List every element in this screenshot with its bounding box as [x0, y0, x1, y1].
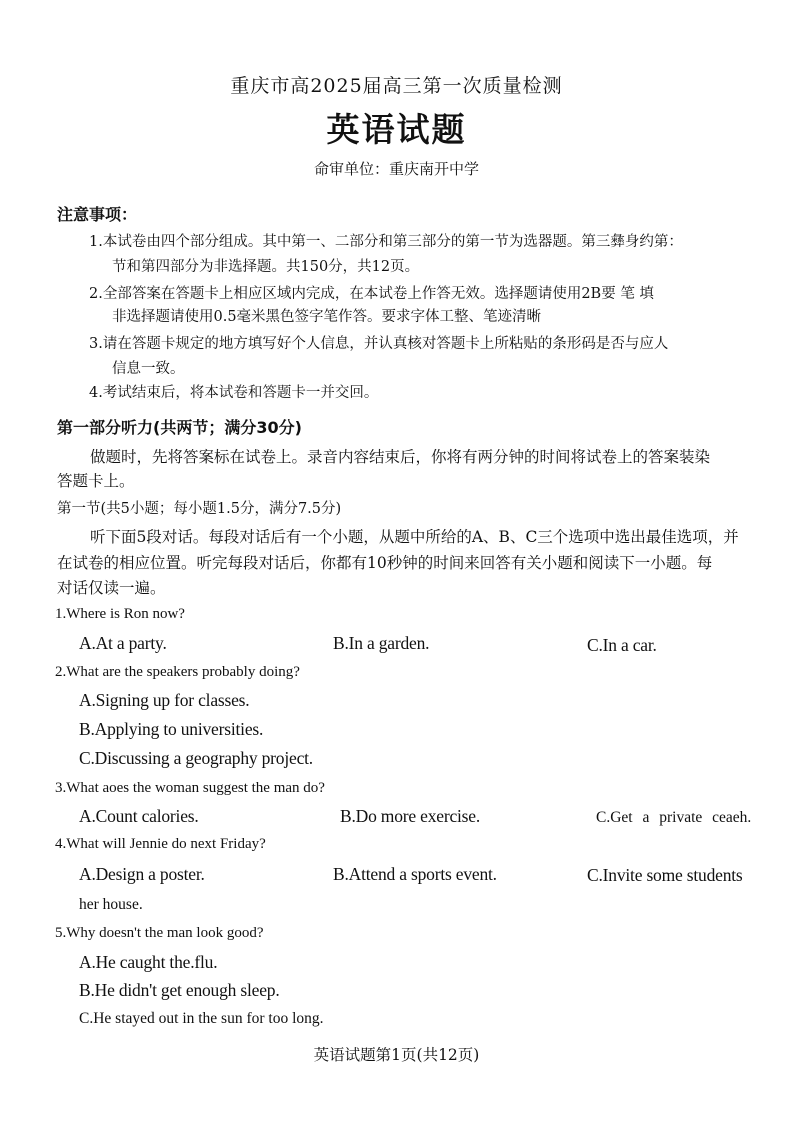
- section1-intro-line1: 听下面5段对话。每段对话后有一个小题，从题中所给的A、B、C三个选项中选出最佳选项，并: [90, 528, 739, 546]
- question-2-stem: 2.What are the speakers probably doing?: [55, 664, 300, 680]
- section1-intro-line3: 对话仅读一遍。: [57, 579, 166, 597]
- question-4-option-a: A.Design a poster.: [79, 864, 205, 884]
- note-3-line2: 信息一致。: [112, 361, 185, 377]
- section1-title: 第一节(共5小题；每小题1.5分，满分7.5分): [57, 501, 342, 517]
- notes-heading: 注意事项：: [57, 205, 138, 224]
- question-4-option-c: C.Invite some students: [587, 865, 743, 885]
- question-5-stem: 5.Why doesn't the man look good?: [55, 925, 264, 941]
- question-1-stem: 1.Where is Ron now?: [55, 606, 185, 622]
- question-5-option-a: A.He caught the.flu.: [79, 952, 218, 972]
- subject-title: 英语试题: [326, 110, 467, 149]
- question-4-option-b: B.Attend a sports event.: [333, 864, 497, 884]
- note-3-line1: 3.请在答题卡规定的地方填写好个人信息，并认真核对答题卡上所粘贴的条形码是否与应人: [89, 336, 669, 352]
- question-1-option-c: C.In a car.: [587, 635, 657, 655]
- note-1-line2: 节和第四部分为非选择题。共150分，共12页。: [112, 259, 420, 275]
- part1-heading: 第一部分听力(共两节；满分30分): [57, 418, 302, 437]
- section1-intro-line2: 在试卷的相应位置。听完每段对话后，你都有10秒钟的时间来回答有关小题和阅读下一小题。每: [57, 554, 713, 572]
- note-1-line1: 1.本试卷由四个部分组成。其中第一、二部分和第三部分的第一节为选器题。第三彝身约第：: [89, 234, 683, 250]
- question-4-option-c-continuation: her house.: [79, 896, 143, 913]
- note-2-line1: 2.全部答案在答题卡上相应区域内完成，在本试卷上作答无效。选择题请使用2B要 笔 填: [89, 286, 654, 302]
- note-4-line1: 4.考试结束后，将本试卷和答题卡一并交回。: [89, 385, 379, 401]
- question-2-option-b: B.Applying to universities.: [79, 719, 264, 739]
- question-3-option-c: C.Get a private ceaeh.: [596, 809, 752, 826]
- exam-title: 重庆市高2025届高三第一次质量检测: [230, 75, 563, 97]
- page-footer: 英语试题第1页(共12页): [313, 1046, 480, 1064]
- part1-intro-line1: 做题时，先将答案标在试卷上。录音内容结束后，你将有两分钟的时间将试卷上的答案装染: [90, 448, 711, 466]
- question-2-option-c: C.Discussing a geography project.: [79, 748, 313, 768]
- question-3-stem: 3.What aoes the woman suggest the man do?: [55, 780, 325, 796]
- setter-unit: 命审单位：重庆南开中学: [313, 160, 479, 178]
- question-2-option-a: A.Signing up for classes.: [79, 690, 250, 710]
- question-1-option-a: A.At a party.: [79, 633, 167, 653]
- question-3-option-b: B.Do more exercise.: [340, 806, 481, 826]
- note-2-line2: 非选择题请使用0.5毫米黑色签字笔作答。要求字体工整、笔迹清晰: [112, 309, 542, 325]
- question-3-option-a: A.Count calories.: [79, 806, 199, 826]
- question-1-option-b: B.In a garden.: [333, 633, 430, 653]
- question-4-stem: 4.What will Jennie do next Friday?: [55, 836, 266, 852]
- question-5-option-c: C.He stayed out in the sun for too long.: [79, 1010, 324, 1027]
- question-5-option-b: B.He didn't get enough sleep.: [79, 980, 280, 1000]
- part1-intro-line2: 答题卡上。: [57, 472, 135, 490]
